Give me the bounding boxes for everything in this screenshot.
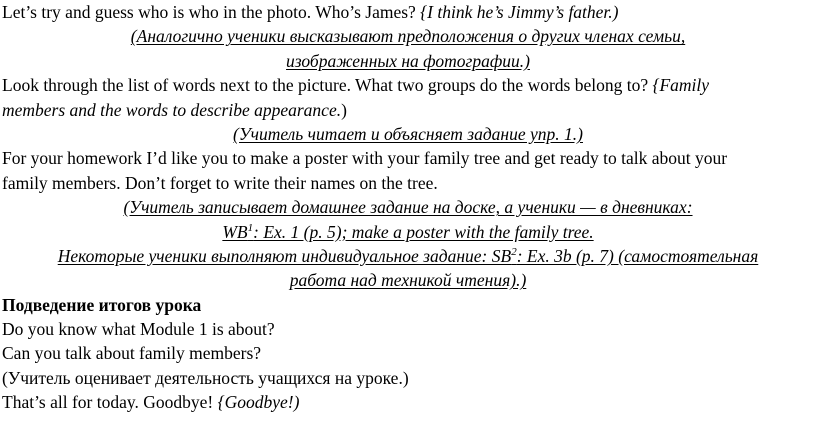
sb-task: : Ex. 3b (p. 7) (самостоятельная bbox=[516, 245, 759, 266]
wb-task: : Ex. 1 (p. 5); make a poster with the family tree. bbox=[253, 221, 594, 242]
stage-direction-1: (Аналогично ученики высказывают предположения о других членах семьи, bbox=[130, 26, 686, 47]
line-1 bbox=[2, 0, 814, 24]
stage-direction-4 bbox=[2, 244, 814, 268]
homework-line-2: family members. Don’t forget to write their names on the tree. bbox=[2, 172, 438, 193]
closing-paren: ) bbox=[341, 99, 347, 120]
stage-direction-3: (Учитель записывает домашнее задание на доске, а ученики — в дневниках: bbox=[123, 197, 693, 218]
section-heading: Подведение итогов урока bbox=[2, 294, 202, 315]
question-module: Do you know what Module 1 is about? bbox=[2, 319, 275, 340]
line-5 bbox=[2, 98, 814, 122]
homework-line-1: For your homework I’d like you to make a poster with your family tree and get ready to talk about your bbox=[2, 148, 728, 169]
student-answer-2: {Family bbox=[652, 75, 710, 96]
teacher-instruction: Look through the list of words next to the picture. What two groups do the words belong to? bbox=[2, 75, 653, 96]
stage-direction-1-cont: изображенных на фотографии.) bbox=[286, 50, 530, 71]
wb-sup: 1 bbox=[247, 221, 254, 234]
stage-direction-3-cont bbox=[2, 220, 814, 244]
stage-direction-2: (Учитель читает и объясняет задание упр. 1.) bbox=[233, 123, 583, 144]
sb-sup: 2 bbox=[511, 246, 517, 259]
wb-label: WB bbox=[222, 221, 248, 242]
question-family: Can you talk about family members? bbox=[2, 343, 262, 364]
line-4 bbox=[2, 73, 814, 97]
teacher-question: Let’s try and guess who is who in the photo. Who’s James? bbox=[2, 2, 421, 22]
student-answer-2-cont: members and the words to describe appearance. bbox=[2, 99, 342, 120]
closing-line bbox=[2, 390, 814, 414]
individual-task: Некоторые ученики выполняют индивидуальное задание: SB bbox=[57, 245, 512, 266]
goodbye-teacher: That’s all for today. Goodbye! bbox=[2, 392, 218, 413]
teacher-evaluation: (Учитель оценивает деятельность учащихся на уроке.) bbox=[2, 367, 409, 388]
goodbye-students: {Goodbye!) bbox=[217, 392, 300, 413]
student-answer: {I think he’s Jimmy’s father.) bbox=[420, 2, 619, 22]
stage-direction-4-cont: работа над техникой чтения).) bbox=[289, 270, 527, 291]
